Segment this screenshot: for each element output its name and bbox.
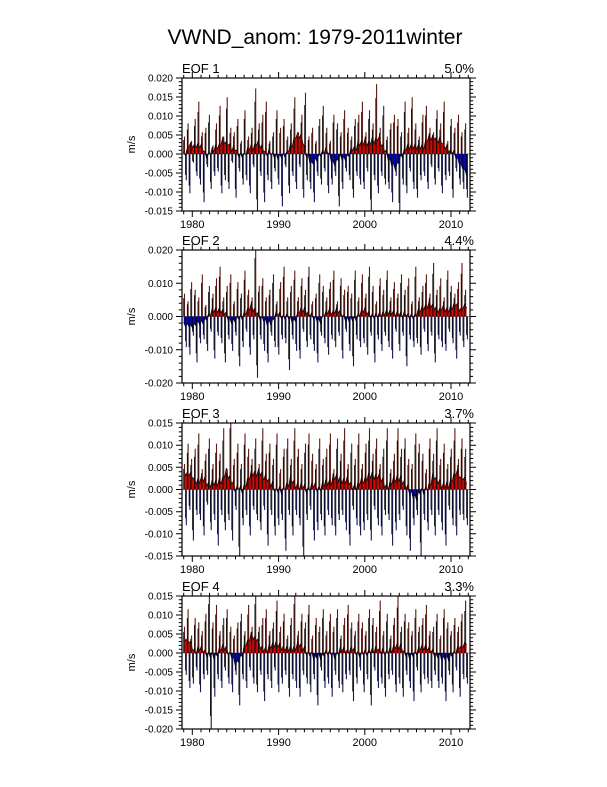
y-tick-label: -0.010 [144, 187, 173, 199]
x-tick-label: 1990 [266, 564, 291, 576]
panel-eof-2 [126, 233, 476, 403]
x-tick-label: 2010 [438, 737, 464, 749]
panel-eof-4 [126, 579, 476, 749]
x-tick-label: 2000 [352, 737, 378, 749]
y-tick-label: 0.020 [147, 73, 173, 85]
x-tick-label: 2000 [352, 391, 378, 403]
y-tick-label: 0.010 [147, 111, 173, 123]
x-tick-label: 1990 [266, 219, 291, 231]
y-tick-label: 0.015 [147, 92, 173, 104]
panel-label: EOF 4 [182, 579, 220, 594]
y-tick-label: -0.015 [144, 551, 173, 563]
x-tick-label: 2010 [438, 391, 464, 403]
y-axis-unit-label: m/s [126, 653, 138, 672]
y-tick-label: 0.000 [147, 648, 173, 660]
y-tick-label: 0.010 [147, 610, 173, 622]
y-tick-label: 0.010 [147, 278, 173, 290]
y-tick-label: 0.005 [147, 629, 173, 641]
x-tick-label: 2000 [352, 219, 378, 231]
y-tick-label: 0.005 [147, 130, 173, 142]
y-tick-label: -0.005 [144, 507, 173, 519]
x-tick-label: 1980 [180, 219, 205, 231]
x-tick-label: 2010 [438, 219, 464, 231]
variance-label: 5.0% [444, 61, 474, 76]
x-tick-label: 1990 [266, 737, 291, 749]
y-axis-unit-label: m/s [126, 135, 138, 154]
y-tick-label: 0.000 [147, 312, 173, 323]
y-tick-label: 0.015 [147, 418, 173, 430]
y-axis-unit-label: m/s [126, 480, 138, 499]
panel-label: EOF 1 [182, 61, 220, 76]
x-tick-label: 1990 [266, 391, 291, 403]
y-tick-label: 0.010 [147, 440, 173, 452]
x-tick-label: 1980 [180, 737, 205, 749]
panel-eof-3 [126, 406, 476, 576]
y-tick-label: 0.000 [147, 485, 173, 496]
y-tick-label: -0.010 [144, 686, 173, 698]
y-tick-label: 0.020 [147, 245, 173, 257]
y-tick-label: -0.005 [144, 168, 173, 180]
figure-title: VWND_anom: 1979-2011winter [167, 26, 463, 49]
variance-label: 3.3% [444, 579, 474, 594]
y-tick-label: -0.015 [144, 705, 173, 717]
y-tick-label: -0.010 [144, 345, 173, 357]
panel-eof-1 [126, 61, 476, 231]
x-tick-label: 1980 [180, 564, 205, 576]
x-ticks [184, 590, 469, 735]
variance-label: 4.4% [444, 233, 474, 248]
x-tick-label: 2010 [438, 564, 464, 576]
y-tick-label: -0.020 [144, 724, 173, 736]
y-tick-label: -0.015 [144, 206, 173, 218]
variance-label: 3.7% [444, 406, 474, 421]
y-tick-label: 0.015 [147, 591, 173, 603]
panel-label: EOF 3 [182, 406, 220, 421]
y-tick-label: -0.005 [144, 667, 173, 679]
y-tick-label: -0.020 [144, 378, 173, 390]
x-tick-label: 1980 [180, 391, 205, 403]
y-tick-label: 0.005 [147, 462, 173, 474]
y-tick-label: 0.000 [147, 149, 173, 161]
panel-label: EOF 2 [182, 233, 220, 248]
y-tick-label: -0.010 [144, 529, 173, 541]
x-tick-label: 2000 [352, 564, 378, 576]
y-axis-unit-label: m/s [126, 307, 138, 326]
